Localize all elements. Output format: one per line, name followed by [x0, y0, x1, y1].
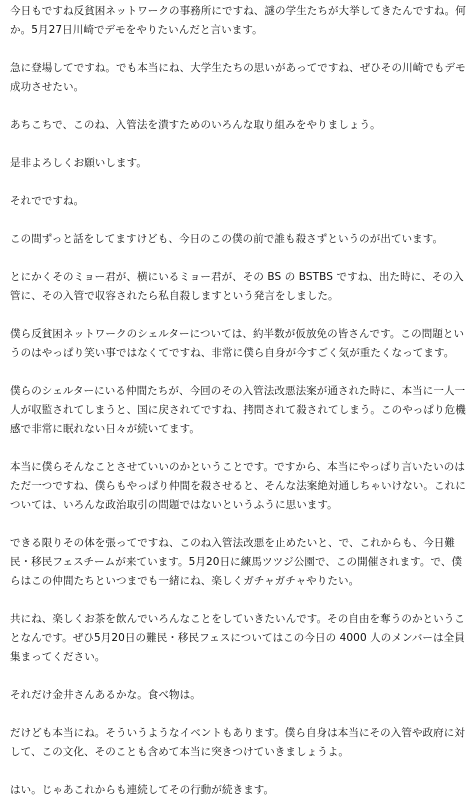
paragraph: はい。じゃあこれからも連続してその行動が続きます。	[10, 784, 275, 796]
paragraph: 是非よろしくお願いします。	[10, 157, 147, 169]
paragraph: だけども本当にね。そういうようなイベントもあります。僕ら自身は本当にその入管や政府に対して、この文化、そのことも含めて本当に突きつけていきましょうよ。	[10, 727, 465, 758]
paragraph: それでですね。	[10, 195, 85, 207]
paragraph: 共にね、楽しくお茶を飲んでいろんなことをしていきたいんです。その自由を奪うのかということなんです。ぜひ5月20日の難民・移民フェスについてはこの今日の 4000 人のメンバーは全員集まってください。	[10, 613, 465, 663]
paragraph: 本当に僕らそんなことさせていいのかということです。ですから、本当にやっぱり言いたいのはただ一つですね、僕らもやっぱり仲間を殺させると、そんな法案絶対通しちゃいけない。これについては、いろんな政治取引の問題ではないというふうに思います。	[10, 461, 466, 511]
paragraph: できる限りその体を張ってですね、このね入管法改悪を止めたいと、で、これからも、今日難民・移民フェスチームが来ています。5月20日に練馬ツツジ公園で、この開催されます。で、僕らはこの仲間たちといつまでも一緒にね、楽しくガチャガチャやりたい。	[10, 537, 463, 587]
paragraph: それだけ金井さんあるかな。食べ物は。	[10, 689, 201, 701]
paragraph: この間ずっと話をしてますけども、今日のこの僕の前で誰も殺さずというのが出ています。	[10, 233, 444, 245]
paragraph: あちこちで、このね、入管法を潰すためのいろんな取り組みをやりましょう。	[10, 119, 381, 131]
paragraph: 僕ら反貧困ネットワークのシェルターについては、約半数が仮放免の皆さんです。この問題というのはやっぱり笑い事ではなくてですね、非常に僕ら自身が今すごく気が重たくなってます。	[10, 328, 465, 359]
paragraph: とにかくそのミョー君が、横にいるミョー君が、その BS の BSTBS ですね、出た時に、その入管に、その入管で収容されたら私自殺しますという発言をしました。	[10, 271, 464, 302]
paragraph: 僕らのシェルターにいる仲間たちが、今回のその入管法改悪法案が通された時に、本当に一人一人が収監されてしまうと、国に戻されてですね、拷問されて殺されてしまう。このやっぱり危機感で非常に眠れない日々が続いてます。	[10, 385, 466, 435]
document-body	[10, 2, 466, 800]
paragraph: 急に登場してですね。でも本当にね、大学生たちの思いがあってですね、ぜひその川崎でもデモ成功させたい。	[10, 62, 466, 93]
paragraph: 今日もですね反貧困ネットワークの事務所にですね、謎の学生たちが大挙してきたんですね。何か。5月27日川崎でデモをやりたいんだと言います。	[10, 5, 466, 36]
